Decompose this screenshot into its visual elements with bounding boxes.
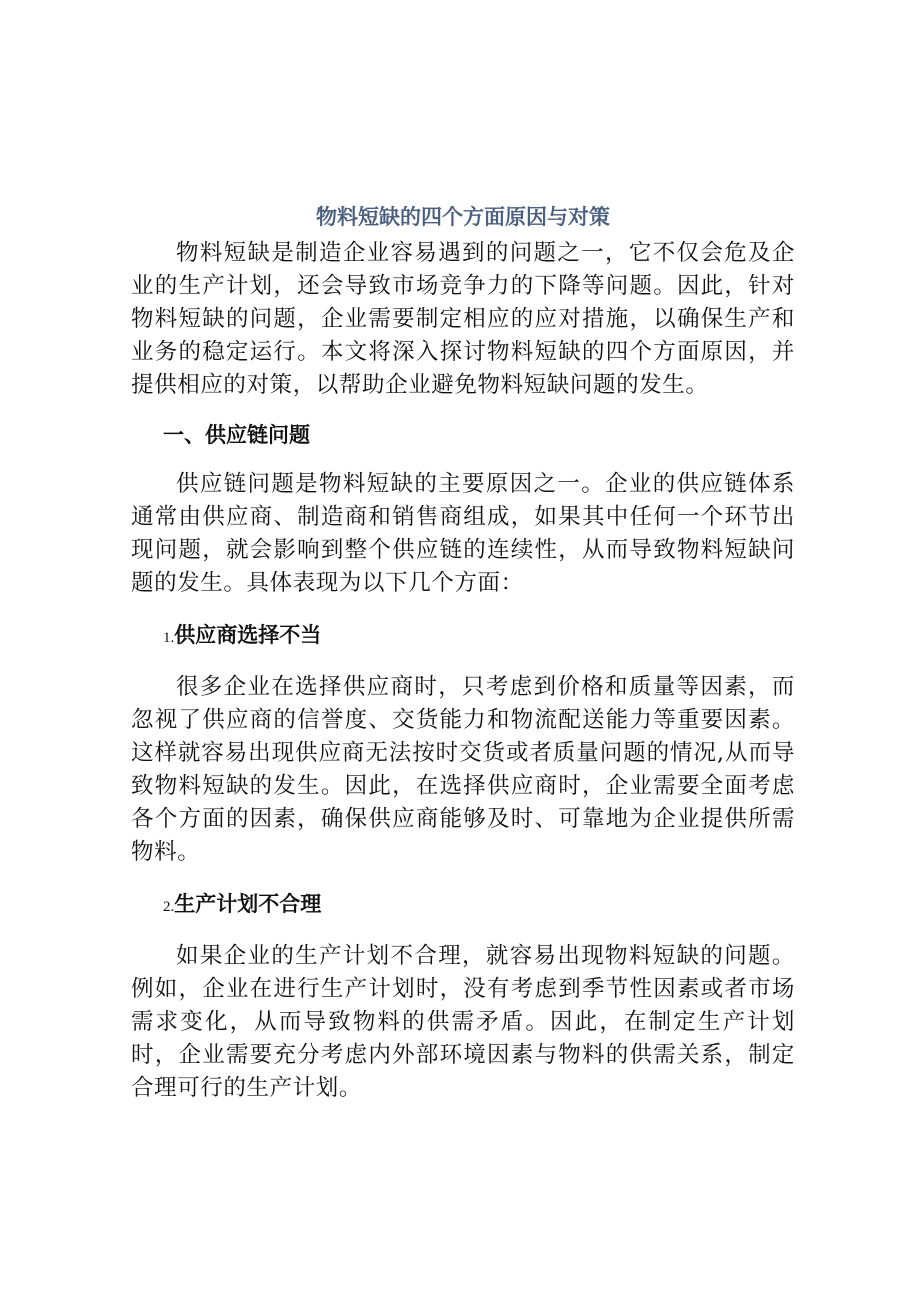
subsection-number: 2. xyxy=(163,899,175,915)
subsection-title: 生产计划不合理 xyxy=(174,892,322,916)
document-title: 物料短缺的四个方面原因与对策 xyxy=(316,205,610,229)
document-content xyxy=(131,201,795,1105)
subsection-number: 1. xyxy=(163,630,175,646)
subsection-heading-supplier-selection xyxy=(131,619,795,654)
subsection-paragraph-production-plan: 如果企业的生产计划不合理，就容易出现物料短缺的问题。例如，企业在进行生产计划时，没有考虑到季节性因素或者市场需求变化，从而导致物料的供需矛盾。因此，在制定生产计划时，企业需要充分考虑内外部环境因素与物料的供需关系，制定合理可行的生产计划。 xyxy=(131,943,795,1101)
subsection-paragraph-supplier-selection: 很多企业在选择供应商时，只考虑到价格和质量等因素，而忽视了供应商的信誉度、交货能力和物流配送能力等重要因素。这样就容易出现供应商无法按时交货或者质量问题的情况,从而导致物料短缺的发生。因此，在选择供应商时，企业需要全面考虑各个方面的因素，确保供应商能够及时、可靠地为企业提供所需物料。 xyxy=(131,674,795,865)
section-heading-supply-chain: 一、供应链问题 xyxy=(163,423,310,447)
intro-paragraph: 物料短缺是制造企业容易遇到的问题之一，它不仅会危及企业的生产计划，还会导致市场竞争力的下降等问题。因此，针对物料短缺的问题，企业需要制定相应的应对措施，以确保生产和业务的稳定运行。本文将深入探讨物料短缺的四个方面原因，并提供相应的对策，以帮助企业避免物料短缺问题的发生。 xyxy=(131,240,795,398)
subsection-title: 供应商选择不当 xyxy=(174,623,322,647)
section-paragraph-supply-chain: 供应链问题是物料短缺的主要原因之一。企业的供应链体系通常由供应商、制造商和销售商组成，如果其中任何一个环节出现问题，就会影响到整个供应链的连续性，从而导致物料短缺问题的发生。具体表现为以下几个方面： xyxy=(131,471,795,596)
subsection-heading-production-plan xyxy=(131,888,795,923)
